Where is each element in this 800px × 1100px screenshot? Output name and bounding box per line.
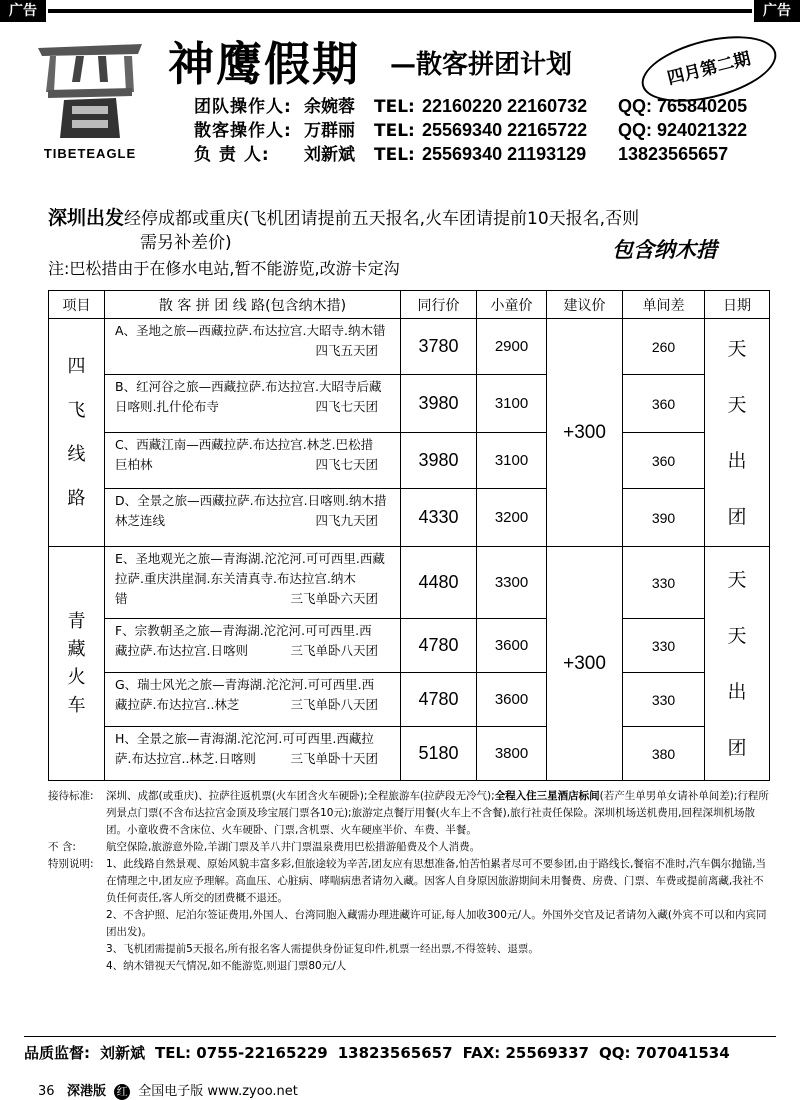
suggested-price: +300 bbox=[547, 319, 623, 547]
contact-name: 刘新斌 bbox=[304, 145, 355, 165]
child-price: 3300 bbox=[477, 547, 547, 619]
notice-note: 注:巴松措由于在修水电站,暂不能游览,改游卡定沟 bbox=[48, 259, 400, 278]
single-supplement: 330 bbox=[623, 673, 705, 727]
contact-tel: 22160220 22160732 bbox=[422, 96, 588, 116]
child-price: 3600 bbox=[477, 673, 547, 727]
date-char: 出 bbox=[727, 449, 747, 472]
supervise-mobile: 13823565657 bbox=[337, 1044, 453, 1062]
issue-stamp: 四月第二期 bbox=[635, 24, 783, 114]
contact-name: 余婉蓉 bbox=[304, 97, 355, 117]
single-supplement: 330 bbox=[623, 547, 705, 619]
top-divider bbox=[48, 9, 752, 13]
route-line: 藏拉萨.布达拉宫.日喀则 bbox=[115, 643, 248, 658]
departure-city: 深圳出发 bbox=[48, 207, 125, 229]
highlight-badge: 包含纳木措 bbox=[612, 238, 717, 262]
terms-text: 4、纳木错视天气情况,如不能游览,则退门票80元/人 bbox=[106, 960, 347, 972]
terms-text: 2、不含护照、尼泊尔签证费用,外国人、台湾同胞入藏需办理进藏许可证,每人加收300元/人。外国外交官及记者请勿入藏(外宾不可以和内宾同团出发)。 bbox=[106, 909, 767, 938]
terms-label: 特别说明: bbox=[48, 858, 94, 870]
supervise-name: 刘新斌 bbox=[100, 1044, 146, 1062]
child-price: 3600 bbox=[477, 619, 547, 673]
route-cell bbox=[105, 319, 401, 375]
category-char: 线 bbox=[67, 443, 86, 465]
route-duration: 三飞单卧八天团 bbox=[290, 697, 378, 712]
contact-qq: QQ: 924021322 bbox=[618, 120, 748, 140]
table-row bbox=[49, 489, 770, 547]
terms-standard bbox=[48, 788, 774, 839]
supervise-label: 品质监督: bbox=[24, 1044, 90, 1062]
category-cell bbox=[49, 319, 105, 547]
table-row bbox=[49, 375, 770, 433]
category-char: 火 bbox=[67, 666, 86, 688]
header-cell: 日期 bbox=[705, 291, 770, 319]
contact-label: 团队操作人: bbox=[194, 97, 292, 117]
single-supplement: 330 bbox=[623, 619, 705, 673]
brand-name-en: TIBETEAGLE bbox=[43, 146, 137, 161]
category-char: 藏 bbox=[67, 638, 86, 660]
table-row bbox=[49, 619, 770, 673]
date-char: 天 bbox=[727, 337, 747, 360]
route-duration: 三飞单卧十天团 bbox=[290, 751, 378, 766]
ad-label-right: 广告 bbox=[754, 0, 800, 22]
footer-divider bbox=[24, 1036, 776, 1037]
terms-label: 接待标准: bbox=[48, 790, 94, 802]
page-number: 36 bbox=[38, 1084, 55, 1099]
route-line: C、西藏江南—西藏拉萨.布达拉宫.林芝.巴松措 bbox=[115, 437, 374, 452]
route-duration: 四飞五天团 bbox=[315, 343, 378, 358]
header-cell: 单间差 bbox=[623, 291, 705, 319]
contact-qq: QQ: 765840205 bbox=[618, 96, 748, 116]
suggested-price: +300 bbox=[547, 547, 623, 781]
category-char: 飞 bbox=[67, 399, 86, 421]
eagle-logo-icon bbox=[20, 34, 160, 142]
contact-row bbox=[194, 116, 747, 141]
route-line: 萨.布达拉宫..林芝.日喀则 bbox=[115, 751, 256, 766]
child-price: 3100 bbox=[477, 433, 547, 489]
route-cell bbox=[105, 489, 401, 547]
category-char: 路 bbox=[67, 487, 86, 509]
table-row bbox=[49, 547, 770, 619]
child-price: 2900 bbox=[477, 319, 547, 375]
edition-badge: 红 bbox=[114, 1084, 130, 1100]
route-line: 错 bbox=[115, 591, 128, 606]
notice-line1: 经停成都或重庆(飞机团请提前五天报名,火车团请提前10天报名,否则 bbox=[124, 209, 640, 229]
date-char: 天 bbox=[727, 393, 747, 416]
routes-table bbox=[48, 290, 770, 781]
table-row bbox=[49, 673, 770, 727]
peer-price: 4780 bbox=[401, 619, 477, 673]
header-cell: 项目 bbox=[49, 291, 105, 319]
route-line: D、全景之旅—西藏拉萨.布达拉宫.日喀则.纳木措 bbox=[115, 493, 387, 508]
route-line: B、红河谷之旅—西藏拉萨.布达拉宫.大昭寺后藏 bbox=[115, 379, 382, 394]
page-footer bbox=[38, 1080, 298, 1100]
header-cell: 建议价 bbox=[547, 291, 623, 319]
date-char: 团 bbox=[727, 505, 747, 528]
child-price: 3100 bbox=[477, 375, 547, 433]
route-line: H、全景之旅—青海湖.沱沱河.可可西里.西藏拉 bbox=[115, 731, 374, 746]
terms-special bbox=[48, 856, 774, 907]
table-row bbox=[49, 433, 770, 489]
notice-line2: 需另补差价) bbox=[140, 233, 232, 253]
child-price: 3800 bbox=[477, 727, 547, 781]
top-ad-bar bbox=[0, 0, 800, 22]
supervise-tel: TEL: 0755-22165229 bbox=[155, 1044, 328, 1062]
terms-bold: 全程入住三星酒店标间 bbox=[494, 790, 600, 802]
contact-tel: 25569340 22165722 bbox=[422, 120, 588, 140]
contact-label: 散客操作人: bbox=[194, 121, 292, 141]
route-duration: 四飞七天团 bbox=[315, 457, 378, 472]
single-supplement: 360 bbox=[623, 433, 705, 489]
route-line: 日喀则.扎什伦布寺 bbox=[115, 399, 219, 414]
route-line: 拉萨.重庆洪崖洞.东关清真寺.布达拉宫.纳木 bbox=[115, 571, 356, 586]
departure-dates bbox=[705, 547, 770, 781]
contact-name: 万群丽 bbox=[304, 121, 355, 141]
route-line: 林芝连线 bbox=[115, 513, 166, 528]
route-duration: 四飞七天团 bbox=[315, 399, 378, 414]
route-line: F、宗教朝圣之旅—青海湖.沱沱河.可可西里.西 bbox=[115, 623, 372, 638]
child-price: 3200 bbox=[477, 489, 547, 547]
departure-dates bbox=[705, 319, 770, 547]
route-cell bbox=[105, 547, 401, 619]
contact-tel: 25569340 21193129 bbox=[422, 144, 587, 164]
tel-label: TEL: bbox=[374, 121, 415, 141]
header-cell: 同行价 bbox=[401, 291, 477, 319]
table-header-row bbox=[49, 291, 770, 319]
terms-text: 航空保险,旅游意外险,羊湖门票及羊八井门票温泉费用巴松措游船费及个人消费。 bbox=[106, 841, 481, 853]
route-duration: 四飞九天团 bbox=[315, 513, 378, 528]
peer-price: 3980 bbox=[401, 375, 477, 433]
tel-label: TEL: bbox=[374, 145, 415, 165]
quality-supervision bbox=[24, 1042, 740, 1063]
peer-price: 4480 bbox=[401, 547, 477, 619]
ad-label-left: 广告 bbox=[0, 0, 46, 22]
route-cell bbox=[105, 727, 401, 781]
single-supplement: 380 bbox=[623, 727, 705, 781]
route-line: A、圣地之旅—西藏拉萨.布达拉宫.大昭寺.纳木错 bbox=[115, 323, 386, 338]
terms-label: 不 含: bbox=[48, 841, 76, 853]
terms-exclude bbox=[48, 839, 774, 856]
header-cell: 小童价 bbox=[477, 291, 547, 319]
route-line: G、瑞士风光之旅—青海湖.沱沱河.可可西里.西 bbox=[115, 677, 375, 692]
contact-row bbox=[194, 92, 747, 117]
route-line: 巨柏林 bbox=[115, 457, 153, 472]
table-row bbox=[49, 727, 770, 781]
single-supplement: 360 bbox=[623, 375, 705, 433]
contact-row bbox=[194, 140, 728, 165]
single-supplement: 260 bbox=[623, 319, 705, 375]
terms-text: 深圳、成都(或重庆)、拉萨往返机票(火车团含火车硬卧);全程旅游车(拉萨段无冷气); bbox=[106, 790, 495, 802]
category-char: 车 bbox=[67, 694, 86, 716]
route-line: E、圣地观光之旅—青海湖.沱沱河.可可西里.西藏 bbox=[115, 551, 385, 566]
page-title: 神鹰假期 bbox=[168, 37, 360, 91]
peer-price: 3980 bbox=[401, 433, 477, 489]
contact-label: 负 责 人: bbox=[194, 145, 270, 165]
header-cell: 散 客 拼 团 线 路(包含纳木措) bbox=[105, 291, 401, 319]
terms-section bbox=[48, 788, 774, 975]
peer-price: 5180 bbox=[401, 727, 477, 781]
peer-price: 4780 bbox=[401, 673, 477, 727]
route-cell bbox=[105, 673, 401, 727]
contact-qq: 13823565657 bbox=[618, 144, 729, 164]
terms-text: (若产生单男单女请补单间差);行程所列景点门票(不含布达拉宫金顶及珍宝展门票各10元);旅游定点餐厅用餐(火车上不含餐),旅行社责任保险。深圳机场送机费用,回程深圳机场散团。小童收费不含床位、火车硬卧、门票,含机票、火车硬座半价、车费、半餐。 bbox=[106, 790, 769, 836]
route-cell bbox=[105, 375, 401, 433]
date-char: 出 bbox=[727, 680, 747, 703]
brand-logo bbox=[20, 34, 160, 161]
supervise-qq: QQ: 707041534 bbox=[598, 1044, 730, 1062]
edition-label: 深港版 bbox=[66, 1084, 106, 1099]
terms-text: 1、此线路自然景观、原始风貌丰富多彩,但旅途较为辛苦,团友应有思想准备,怕苦怕累者尽可不要参团,由于路线长,餐宿不准时,汽车偶尔抛锚,当在情理之中,团友应予理解。高血压、心脏病、哮喘病患者请勿入藏。因客人自身原因旅游期间未用餐费、房费、门票、车费或提前离藏,我社不负任何责任,客人所交的团费概不退还。 bbox=[106, 858, 767, 904]
table-row bbox=[49, 319, 770, 375]
category-cell bbox=[49, 547, 105, 781]
peer-price: 3780 bbox=[401, 319, 477, 375]
category-char: 青 bbox=[67, 610, 86, 632]
route-duration: 三飞单卧八天团 bbox=[290, 643, 378, 658]
route-cell bbox=[105, 433, 401, 489]
tel-label: TEL: bbox=[374, 97, 415, 117]
category-char: 四 bbox=[67, 355, 86, 377]
website-link[interactable]: 全国电子版 www.zyoo.net bbox=[138, 1084, 298, 1099]
supervise-fax: FAX: 25569337 bbox=[462, 1044, 589, 1062]
peer-price: 4330 bbox=[401, 489, 477, 547]
route-duration: 三飞单卧六天团 bbox=[290, 591, 378, 606]
date-char: 天 bbox=[727, 624, 747, 647]
date-char: 团 bbox=[727, 736, 747, 759]
terms-text: 3、飞机团需提前5天报名,所有报名客人需提供身份证复印件,机票一经出票,不得签转、退票。 bbox=[106, 943, 539, 955]
route-line: 藏拉萨.布达拉宫..林芝 bbox=[115, 697, 240, 712]
route-cell bbox=[105, 619, 401, 673]
page-subtitle: —散客拼团计划 bbox=[390, 50, 573, 80]
date-char: 天 bbox=[727, 568, 747, 591]
single-supplement: 390 bbox=[623, 489, 705, 547]
